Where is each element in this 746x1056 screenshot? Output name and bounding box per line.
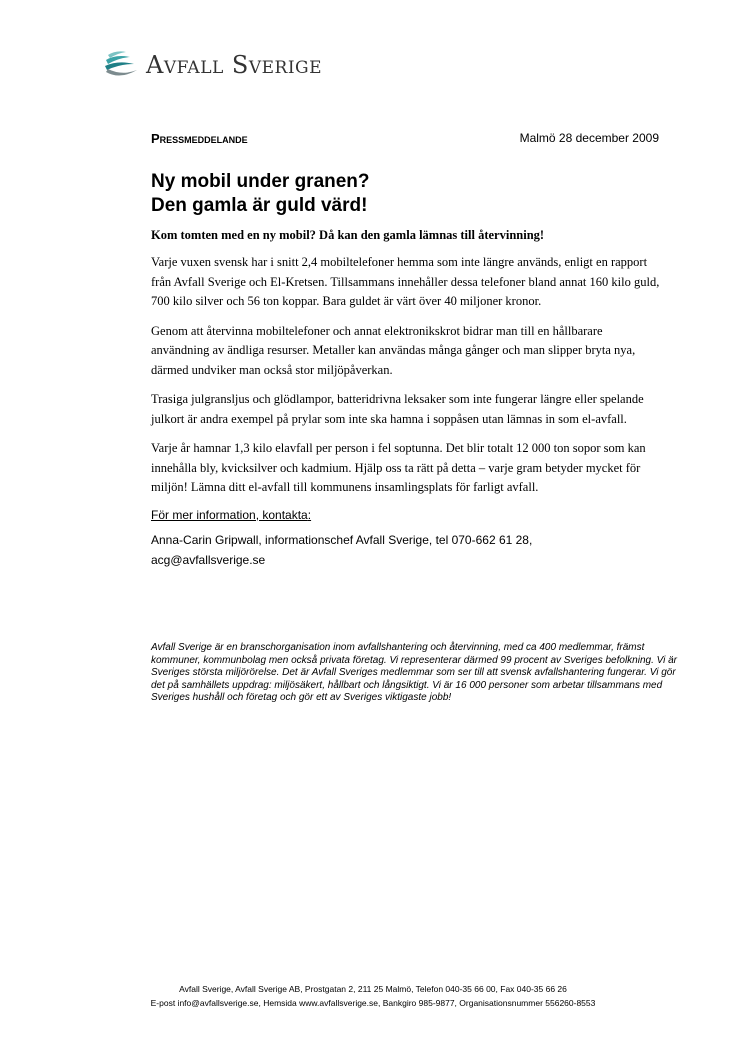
press-release-label: Pressmeddelande — [151, 131, 248, 146]
footer — [0, 982, 746, 1010]
footer-line-1: Avfall Sverige, Avfall Sverige AB, Prostgatan 2, 211 25 Malmö, Telefon 040-35 66 00, Fax 040-35 66 26 — [179, 984, 567, 994]
logo-text: Avfall Sverige — [146, 51, 323, 79]
headline — [151, 170, 370, 218]
lead-paragraph: Kom tomten med en ny mobil? Då kan den gamla lämnas till återvinning! — [151, 228, 545, 242]
contact-heading — [151, 508, 661, 522]
logo-wave-3 — [105, 62, 134, 70]
date: Malmö 28 december 2009 — [519, 131, 659, 145]
paragraph-3: Trasiga julgransljus och glödlampor, batteridrivna leksaker som inte fungerar längre eller spelande julkort är andra exempel på prylar som inte ska hamna i soppåsen utan lämnas in som el-avfall. — [151, 392, 644, 426]
avfall-sverige-logo-icon — [104, 50, 138, 80]
contact-heading-colon: : — [307, 507, 312, 522]
contact-heading-text: För mer information, kontakta — [151, 507, 308, 522]
contact-email[interactable]: acg@avfallsverige.se — [151, 552, 266, 567]
header-row — [151, 131, 659, 146]
footer-line-2: E-post info@avfallsverige.se, Hemsida www.avfallsverige.se, Bankgiro 985-9877, Organisationsnummer 556260-8553 — [150, 998, 596, 1008]
headline-line-2: Den gamla är guld värd! — [151, 195, 368, 216]
contact-line-1: Anna-Carin Gripwall, informationschef Avfall Sverige, tel 070-662 61 28, — [151, 532, 533, 547]
headline-line-1: Ny mobil under granen? — [151, 171, 370, 192]
paragraph-4: Varje år hamnar 1,3 kilo elavfall per person i fel soptunna. Det blir totalt 12 000 ton sopor som kan innehålla bly, kvicksilver och kadmium. Hjälp oss ta rätt på detta – varje gram betyder mycket för miljön! Lämna ditt el-avfall till kommunens insamlingsplats för farligt avfall. — [151, 441, 646, 494]
body — [151, 228, 661, 570]
paragraph-2: Genom att återvinna mobiltelefoner och annat elektronikskrot bidrar man till en hållbarare användning av ändliga resurser. Metaller kan användas många gånger och man slipper bryta nya, därmed undviker man också stor miljöpåverkan. — [151, 323, 636, 377]
logo-wave-4 — [106, 69, 137, 76]
logo — [104, 48, 322, 82]
about-organisation: Avfall Sverige är en branschorganisation inom avfallshantering och återvinning, med ca 400 medlemmar, främst kommuner, kommunbolag men också privata företag. Vi representerar därmed 99 procent av Sveriges befolkning. Vi är Sveriges största miljörörelse. Det är Avfall Sveriges medlemmar som ser till att svensk avfallshantering fungerar. Vi gör det på samhällets uppdrag: miljösäkert, hållbart och långsiktigt. Vi är 16 000 personer som arbetar tillsammans med Sveriges hushåll och företag och gör ett av Sveriges viktigaste jobb! — [151, 642, 678, 703]
paragraph-1: Varje vuxen svensk har i snitt 2,4 mobiltelefoner hemma som inte längre används, enligt en rapport från Avfall Sverige och El-Kretsen. Tillsammans innehåller dessa telefoner bland annat 160 kilo guld, 700 kilo silver och 56 ton koppar. Bara guldet är värt över 40 miljoner kronor. — [151, 255, 660, 308]
